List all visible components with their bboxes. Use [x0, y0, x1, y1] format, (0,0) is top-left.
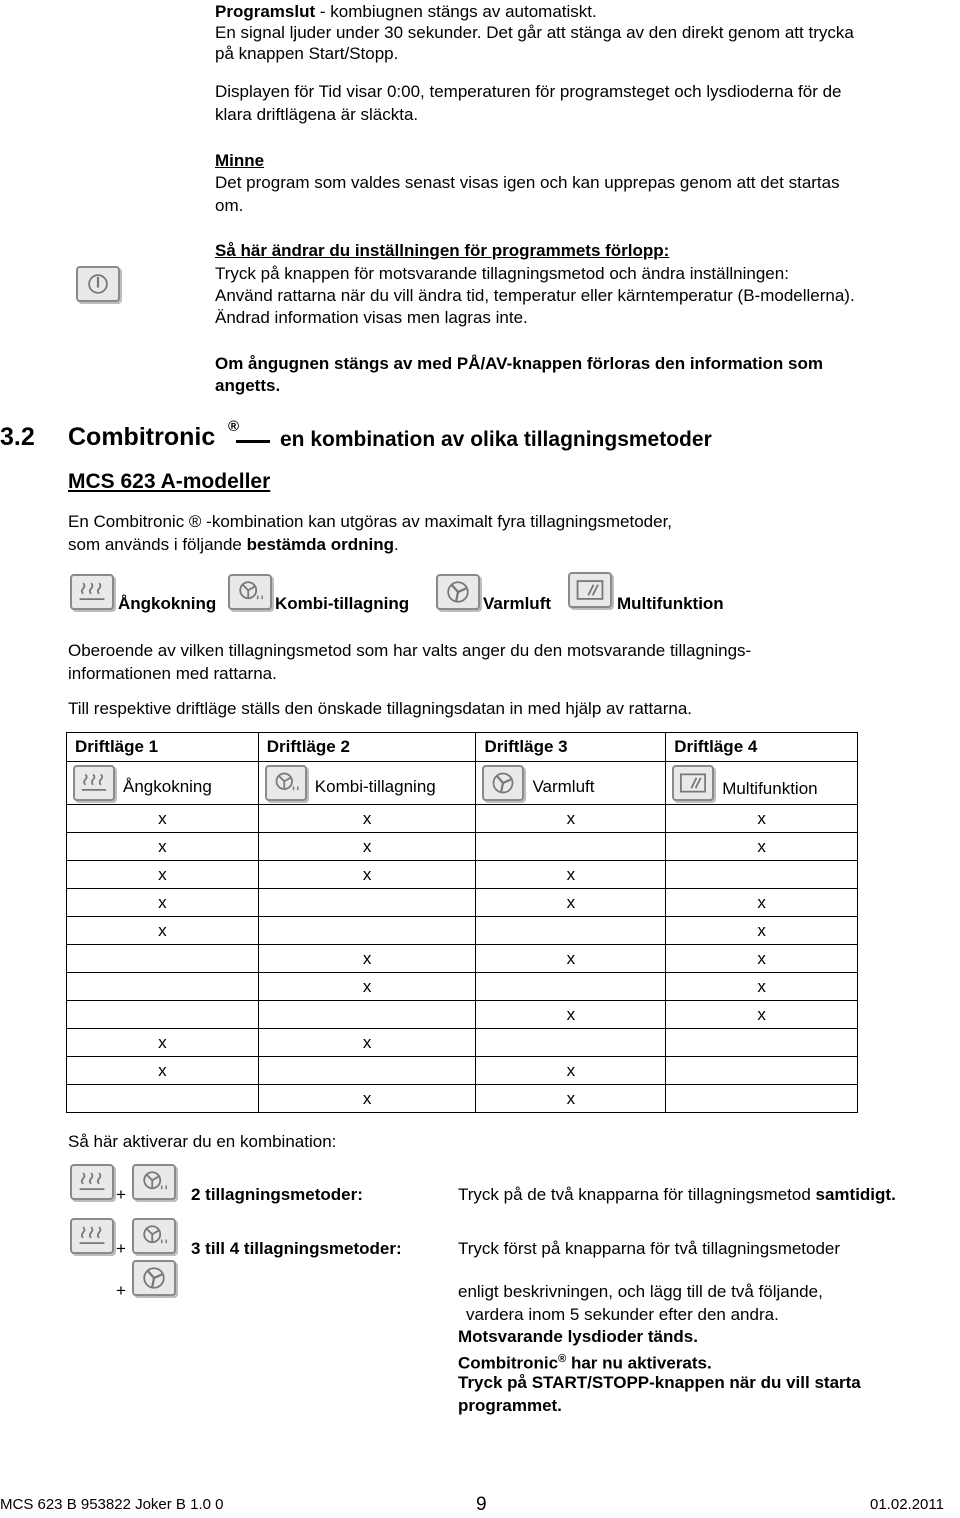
table-icon-row: [67, 762, 858, 805]
para2: Till respektive driftläge ställs den önskade tillagningsdatan in med hjälp av rattarna.: [68, 699, 692, 718]
table-cell: [666, 1029, 858, 1057]
section-title: Combitronic: [68, 423, 216, 451]
plus-sign: +: [116, 1185, 126, 1204]
table-cell: x: [476, 889, 666, 917]
table-cell: [666, 1057, 858, 1085]
multifunction-icon: [568, 572, 612, 608]
fan-icon: [436, 574, 480, 610]
change-line-3: Ändrad information visas men lagras inte.: [215, 308, 528, 327]
table-cell: x: [67, 833, 259, 861]
steam-icon: [70, 1164, 114, 1200]
activate-desc-5: Combitronic® har nu aktiverats.: [458, 1353, 712, 1373]
steam-icon: [70, 574, 114, 610]
combi-icon: [228, 574, 272, 610]
table-cell: x: [666, 1001, 858, 1029]
activate-desc-4: Motsvarande lysdioder tänds.: [458, 1327, 698, 1346]
table-cell: x: [666, 945, 858, 973]
multifunction-icon: [672, 765, 714, 801]
table-cell: x: [67, 805, 259, 833]
programslut-text: - kombiugnen stängs av automatiskt.: [315, 2, 597, 21]
fan-icon: [132, 1260, 176, 1296]
footer-doc-id: MCS 623 B 953822 Joker B 1.0 0: [0, 1496, 224, 1513]
table-cell: [67, 1085, 259, 1113]
table-row: [67, 1029, 858, 1057]
display-line-1: Displayen för Tid visar 0:00, temperaturen för programsteget och lysdioderna för de: [215, 82, 842, 101]
table-cell: x: [476, 1057, 666, 1085]
table-label-fan: Varmluft: [532, 777, 595, 796]
three-methods-label: 3 till 4 tillagningsmetoder:: [191, 1239, 402, 1258]
three-methods-desc: Tryck först på knapparna för två tillagningsmetoder: [458, 1239, 841, 1258]
table-cell: [258, 917, 476, 945]
method-multi-label: Multifunktion: [617, 594, 724, 613]
table-row: [67, 1085, 858, 1113]
programslut-line: [215, 0, 597, 23]
two-methods-label: 2 tillagningsmetoder:: [191, 1185, 363, 1204]
table-row: [67, 917, 858, 945]
table-cell: x: [258, 1085, 476, 1113]
header-mode-2: Driftläge 2: [258, 733, 476, 762]
signal-line-2: på knappen Start/Stopp.: [215, 44, 399, 63]
table-cell: x: [476, 1085, 666, 1113]
table-cell: x: [666, 805, 858, 833]
para1-line-1: Oberoende av vilken tillagningsmetod som har valts anger du den motsvarande tillagnings-: [68, 641, 752, 660]
table-cell: [476, 917, 666, 945]
table-label-combi: Kombi-tillagning: [314, 777, 436, 796]
table-cell: x: [666, 833, 858, 861]
table-cell: x: [258, 861, 476, 889]
change-line-1: Tryck på knappen för motsvarande tillagningsmetod och ändra inställningen:: [215, 264, 789, 283]
activate-desc-2: enligt beskrivningen, och lägg till de två följande,: [458, 1282, 823, 1301]
header-mode-3: Driftläge 3: [476, 733, 666, 762]
table-label-steam: Ångkokning: [123, 777, 212, 796]
table-cell: [476, 1029, 666, 1057]
table-cell: x: [258, 833, 476, 861]
table-row: [67, 973, 858, 1001]
table-row: [67, 861, 858, 889]
display-line-2: klara driftlägena är släckta.: [215, 105, 419, 124]
table-cell: x: [258, 945, 476, 973]
table-row: [67, 805, 858, 833]
change-line-2: Använd rattarna när du vill ändra tid, temperatur eller kärntemperatur (B-modellerna).: [215, 286, 855, 305]
table-cell: x: [476, 945, 666, 973]
activate-desc-3: vardera inom 5 sekunder efter den andra.: [466, 1305, 779, 1324]
table-cell: [67, 1001, 259, 1029]
table-cell: [258, 889, 476, 917]
table-cell: [666, 861, 858, 889]
table-cell: x: [666, 973, 858, 1001]
table-cell: x: [258, 805, 476, 833]
warning-line-1: Om ångugnen stängs av med PÅ/AV-knappen förloras den information som: [215, 354, 823, 373]
table-row: [67, 889, 858, 917]
table-cell: x: [67, 1057, 259, 1085]
table-cell: x: [666, 917, 858, 945]
change-title: Så här ändrar du inställningen för programmets förlopp:: [215, 241, 670, 260]
activate-title: Så här aktiverar du en kombination:: [68, 1132, 337, 1151]
method-steam-label: Ångkokning: [118, 594, 217, 613]
fan-icon: [482, 765, 524, 801]
table-cell: [67, 945, 259, 973]
steam-icon: [70, 1218, 114, 1254]
combination-table: [66, 732, 858, 1113]
power-icon: [76, 266, 120, 302]
table-cell: x: [666, 889, 858, 917]
table-cell: x: [476, 1001, 666, 1029]
method-fan-label: Varmluft: [483, 594, 552, 613]
table-row: [67, 1057, 858, 1085]
table-cell: [258, 1001, 476, 1029]
plus-sign: +: [116, 1239, 126, 1258]
table-cell: [476, 833, 666, 861]
minne-line-1: Det program som valdes senast visas igen och kan upprepas genom att det startas: [215, 173, 840, 192]
table-cell: [666, 1085, 858, 1113]
combi-icon: [132, 1164, 176, 1200]
table-cell: x: [476, 805, 666, 833]
footer-date: 01.02.2011: [870, 1496, 944, 1513]
minne-title: Minne: [215, 151, 265, 170]
table-row: [67, 945, 858, 973]
combi-icon: [132, 1218, 176, 1254]
para1-line-2: informationen med rattarna.: [68, 664, 277, 683]
heading-dash: [236, 440, 270, 443]
table-cell: x: [67, 917, 259, 945]
table-row: [67, 833, 858, 861]
header-mode-1: Driftläge 1: [67, 733, 259, 762]
intro-line-1: En Combitronic ® -kombination kan utgöras av maximalt fyra tillagningsmetoder,: [68, 512, 673, 531]
intro-line-2: som används i följande bestämda ordning.: [68, 535, 399, 554]
header-mode-4: Driftläge 4: [666, 733, 858, 762]
table-cell: x: [67, 1029, 259, 1057]
page-number: 9: [476, 1494, 487, 1515]
warning-line-2: angetts.: [215, 376, 281, 395]
table-cell: [476, 973, 666, 1001]
table-cell: x: [476, 861, 666, 889]
activate-desc-6: Tryck på START/STOPP-knappen när du vill starta: [458, 1373, 861, 1392]
activate-desc-7: programmet.: [458, 1396, 562, 1415]
signal-line-1: En signal ljuder under 30 sekunder. Det går att stänga av den direkt genom att trycka: [215, 23, 854, 42]
table-cell: x: [67, 889, 259, 917]
section-subtitle: en kombination av olika tillagningsmetoder: [280, 428, 712, 451]
method-combi-label: Kombi-tillagning: [275, 594, 410, 613]
combi-icon: [265, 765, 307, 801]
plus-sign: +: [116, 1281, 126, 1300]
two-methods-desc: Tryck på de två knapparna för tillagningsmetod samtidigt.: [458, 1185, 896, 1204]
model-heading: MCS 623 A-modeller: [68, 470, 271, 493]
table-cell: x: [258, 973, 476, 1001]
table-cell: [258, 1057, 476, 1085]
table-cell: x: [67, 861, 259, 889]
table-header-row: [67, 733, 858, 762]
minne-line-2: om.: [215, 196, 244, 215]
table-cell: [67, 973, 259, 1001]
table-label-multi: Multifunktion: [722, 779, 818, 798]
steam-icon: [73, 765, 115, 801]
programslut-title: Programslut: [215, 2, 316, 21]
table-cell: x: [258, 1029, 476, 1057]
registered-mark: ®: [228, 418, 240, 435]
table-row: [67, 1001, 858, 1029]
section-number: 3.2: [0, 423, 35, 451]
